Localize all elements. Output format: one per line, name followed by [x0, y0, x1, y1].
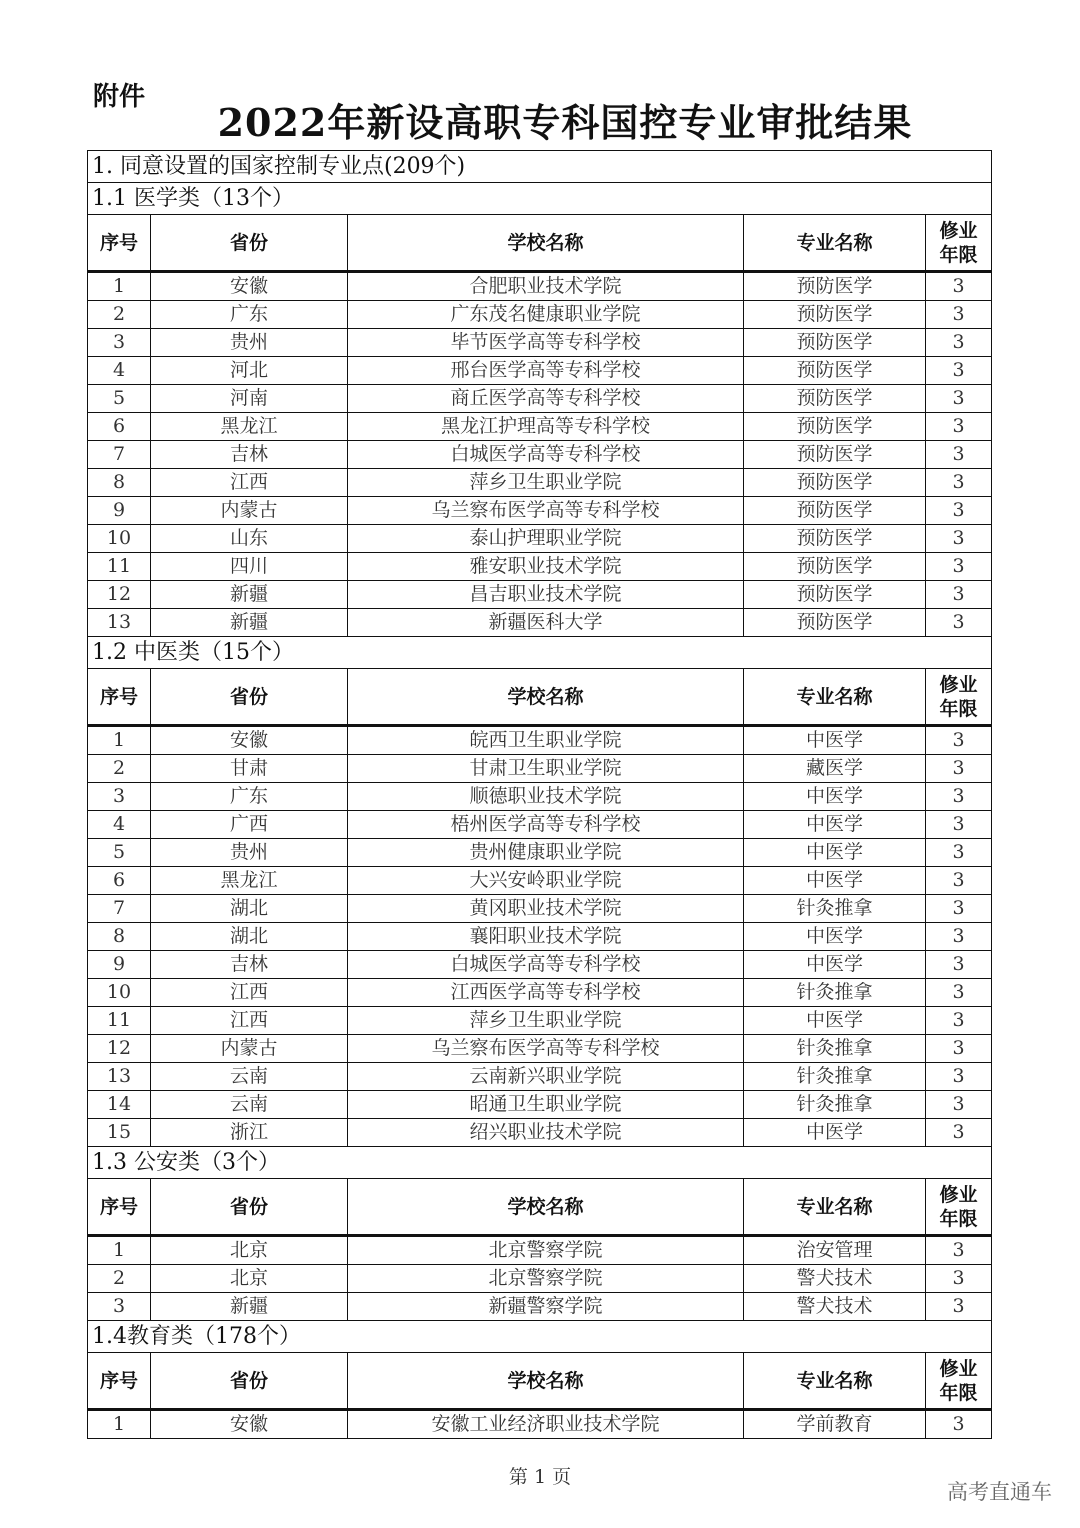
column-header-index: 序号 — [88, 669, 151, 726]
cell-years: 3 — [926, 1265, 992, 1293]
header-row — [88, 1179, 992, 1236]
section-heading: 1.2 中医类（15个） — [88, 637, 992, 669]
table-row — [88, 979, 992, 1007]
cell-province: 黑龙江 — [151, 413, 348, 441]
table-row — [88, 783, 992, 811]
cell-province: 新疆 — [151, 581, 348, 609]
cell-index: 2 — [88, 755, 151, 783]
table-row — [88, 811, 992, 839]
cell-province: 吉林 — [151, 441, 348, 469]
table-row — [88, 581, 992, 609]
cell-major: 预防医学 — [744, 609, 926, 637]
cell-school: 云南新兴职业学院 — [348, 1063, 744, 1091]
cell-major: 中医学 — [744, 867, 926, 895]
table-row — [88, 1236, 992, 1265]
cell-school: 安徽工业经济职业技术学院 — [348, 1410, 744, 1439]
cell-years: 3 — [926, 726, 992, 755]
cell-major: 中医学 — [744, 811, 926, 839]
cell-years: 3 — [926, 755, 992, 783]
cell-index: 9 — [88, 497, 151, 525]
cell-years: 3 — [926, 553, 992, 581]
cell-years: 3 — [926, 329, 992, 357]
cell-school: 白城医学高等专科学校 — [348, 951, 744, 979]
watermark: 高考直通车 — [947, 1480, 1052, 1504]
table-row — [88, 272, 992, 301]
column-header-years: 修业 年限 — [926, 215, 992, 272]
table-row — [88, 867, 992, 895]
cell-index: 15 — [88, 1119, 151, 1147]
cell-index: 2 — [88, 1265, 151, 1293]
column-header-school: 学校名称 — [348, 1353, 744, 1410]
cell-major: 预防医学 — [744, 553, 926, 581]
cell-years: 3 — [926, 357, 992, 385]
table-row — [88, 1063, 992, 1091]
cell-years: 3 — [926, 783, 992, 811]
header-row — [88, 215, 992, 272]
cell-index: 12 — [88, 1035, 151, 1063]
cell-province: 云南 — [151, 1091, 348, 1119]
cell-school: 雅安职业技术学院 — [348, 553, 744, 581]
table-row — [88, 755, 992, 783]
attachment-label: 附件 — [93, 82, 146, 112]
cell-province: 北京 — [151, 1265, 348, 1293]
cell-province: 广西 — [151, 811, 348, 839]
cell-years: 3 — [926, 979, 992, 1007]
cell-province: 吉林 — [151, 951, 348, 979]
cell-index: 13 — [88, 609, 151, 637]
cell-school: 黄冈职业技术学院 — [348, 895, 744, 923]
cell-index: 4 — [88, 811, 151, 839]
cell-school: 襄阳职业技术学院 — [348, 923, 744, 951]
header-row — [88, 1353, 992, 1410]
section-heading: 1.1 医学类（13个） — [88, 183, 992, 215]
cell-major: 预防医学 — [744, 441, 926, 469]
cell-school: 昭通卫生职业学院 — [348, 1091, 744, 1119]
cell-province: 安徽 — [151, 1410, 348, 1439]
cell-school: 毕节医学高等专科学校 — [348, 329, 744, 357]
column-header-index: 序号 — [88, 215, 151, 272]
cell-province: 黑龙江 — [151, 867, 348, 895]
cell-major: 预防医学 — [744, 329, 926, 357]
table-row — [88, 1293, 992, 1321]
cell-school: 贵州健康职业学院 — [348, 839, 744, 867]
cell-years: 3 — [926, 1119, 992, 1147]
cell-years: 3 — [926, 1410, 992, 1439]
cell-years: 3 — [926, 1007, 992, 1035]
cell-years: 3 — [926, 895, 992, 923]
cell-years: 3 — [926, 1063, 992, 1091]
cell-index: 7 — [88, 895, 151, 923]
cell-province: 内蒙古 — [151, 497, 348, 525]
table-row — [88, 525, 992, 553]
cell-major: 中医学 — [744, 1119, 926, 1147]
cell-school: 黑龙江护理高等专科学校 — [348, 413, 744, 441]
cell-major: 针灸推拿 — [744, 1063, 926, 1091]
table-row — [88, 726, 992, 755]
cell-major: 警犬技术 — [744, 1265, 926, 1293]
cell-major: 治安管理 — [744, 1236, 926, 1265]
cell-major: 藏医学 — [744, 755, 926, 783]
cell-school: 江西医学高等专科学校 — [348, 979, 744, 1007]
cell-years: 3 — [926, 1236, 992, 1265]
cell-index: 8 — [88, 469, 151, 497]
cell-years: 3 — [926, 923, 992, 951]
cell-school: 昌吉职业技术学院 — [348, 581, 744, 609]
cell-school: 梧州医学高等专科学校 — [348, 811, 744, 839]
cell-index: 3 — [88, 329, 151, 357]
header-row — [88, 669, 992, 726]
table-row — [88, 1265, 992, 1293]
column-header-major: 专业名称 — [744, 215, 926, 272]
cell-school: 萍乡卫生职业学院 — [348, 469, 744, 497]
cell-school: 白城医学高等专科学校 — [348, 441, 744, 469]
cell-index: 5 — [88, 385, 151, 413]
cell-major: 中医学 — [744, 783, 926, 811]
cell-index: 1 — [88, 272, 151, 301]
cell-years: 3 — [926, 867, 992, 895]
cell-school: 皖西卫生职业学院 — [348, 726, 744, 755]
cell-major: 针灸推拿 — [744, 979, 926, 1007]
section-heading: 1.4教育类（178个） — [88, 1321, 992, 1353]
cell-province: 广东 — [151, 301, 348, 329]
cell-index: 11 — [88, 1007, 151, 1035]
cell-years: 3 — [926, 469, 992, 497]
cell-index: 7 — [88, 441, 151, 469]
cell-years: 3 — [926, 497, 992, 525]
cell-school: 顺德职业技术学院 — [348, 783, 744, 811]
cell-major: 预防医学 — [744, 581, 926, 609]
cell-years: 3 — [926, 951, 992, 979]
table-row — [88, 923, 992, 951]
column-header-years: 修业 年限 — [926, 1179, 992, 1236]
cell-province: 贵州 — [151, 329, 348, 357]
cell-major: 预防医学 — [744, 357, 926, 385]
column-header-index: 序号 — [88, 1179, 151, 1236]
cell-province: 云南 — [151, 1063, 348, 1091]
cell-index: 9 — [88, 951, 151, 979]
cell-years: 3 — [926, 609, 992, 637]
cell-index: 10 — [88, 979, 151, 1007]
table-row — [88, 385, 992, 413]
column-header-province: 省份 — [151, 1179, 348, 1236]
cell-major: 中医学 — [744, 1007, 926, 1035]
cell-major: 中医学 — [744, 839, 926, 867]
cell-index: 5 — [88, 839, 151, 867]
cell-years: 3 — [926, 811, 992, 839]
cell-major: 预防医学 — [744, 385, 926, 413]
column-header-major: 专业名称 — [744, 1179, 926, 1236]
table-row — [88, 497, 992, 525]
cell-index: 3 — [88, 783, 151, 811]
cell-province: 四川 — [151, 553, 348, 581]
column-header-school: 学校名称 — [348, 1179, 744, 1236]
cell-province: 江西 — [151, 1007, 348, 1035]
cell-major: 针灸推拿 — [744, 895, 926, 923]
table-row — [88, 329, 992, 357]
column-header-major: 专业名称 — [744, 1353, 926, 1410]
table-row — [88, 413, 992, 441]
cell-years: 3 — [926, 1091, 992, 1119]
cell-major: 针灸推拿 — [744, 1091, 926, 1119]
cell-index: 11 — [88, 553, 151, 581]
cell-province: 湖北 — [151, 923, 348, 951]
cell-major: 中医学 — [744, 923, 926, 951]
cell-province: 山东 — [151, 525, 348, 553]
cell-years: 3 — [926, 441, 992, 469]
cell-school: 萍乡卫生职业学院 — [348, 1007, 744, 1035]
cell-index: 3 — [88, 1293, 151, 1321]
cell-province: 浙江 — [151, 1119, 348, 1147]
approval-table — [87, 150, 992, 1439]
cell-index: 14 — [88, 1091, 151, 1119]
table-row — [88, 1007, 992, 1035]
cell-major: 预防医学 — [744, 525, 926, 553]
cell-years: 3 — [926, 301, 992, 329]
table-row — [88, 301, 992, 329]
cell-school: 北京警察学院 — [348, 1265, 744, 1293]
cell-school: 乌兰察布医学高等专科学校 — [348, 497, 744, 525]
cell-school: 甘肃卫生职业学院 — [348, 755, 744, 783]
cell-index: 1 — [88, 726, 151, 755]
cell-school: 商丘医学高等专科学校 — [348, 385, 744, 413]
cell-major: 针灸推拿 — [744, 1035, 926, 1063]
column-header-index: 序号 — [88, 1353, 151, 1410]
table-row — [88, 1035, 992, 1063]
column-header-province: 省份 — [151, 669, 348, 726]
cell-index: 1 — [88, 1410, 151, 1439]
cell-index: 12 — [88, 581, 151, 609]
cell-years: 3 — [926, 385, 992, 413]
cell-province: 河南 — [151, 385, 348, 413]
cell-years: 3 — [926, 413, 992, 441]
cell-school: 大兴安岭职业学院 — [348, 867, 744, 895]
table-row — [88, 357, 992, 385]
cell-province: 新疆 — [151, 1293, 348, 1321]
cell-school: 邢台医学高等专科学校 — [348, 357, 744, 385]
cell-major: 中医学 — [744, 951, 926, 979]
cell-years: 3 — [926, 1293, 992, 1321]
cell-index: 8 — [88, 923, 151, 951]
cell-school: 北京警察学院 — [348, 1236, 744, 1265]
document-title: 2022年新设高职专科国控专业审批结果 — [217, 100, 913, 145]
cell-school: 新疆医科大学 — [348, 609, 744, 637]
cell-major: 学前教育 — [744, 1410, 926, 1439]
column-header-years: 修业 年限 — [926, 1353, 992, 1410]
cell-province: 江西 — [151, 979, 348, 1007]
cell-index: 6 — [88, 867, 151, 895]
cell-school: 乌兰察布医学高等专科学校 — [348, 1035, 744, 1063]
cell-province: 安徽 — [151, 726, 348, 755]
cell-major: 警犬技术 — [744, 1293, 926, 1321]
cell-major: 中医学 — [744, 726, 926, 755]
cell-province: 江西 — [151, 469, 348, 497]
cell-major: 预防医学 — [744, 469, 926, 497]
cell-years: 3 — [926, 272, 992, 301]
table-row — [88, 469, 992, 497]
cell-province: 广东 — [151, 783, 348, 811]
cell-major: 预防医学 — [744, 497, 926, 525]
cell-province: 湖北 — [151, 895, 348, 923]
cell-index: 13 — [88, 1063, 151, 1091]
cell-years: 3 — [926, 525, 992, 553]
table-row — [88, 951, 992, 979]
column-header-province: 省份 — [151, 1353, 348, 1410]
cell-years: 3 — [926, 1035, 992, 1063]
cell-index: 6 — [88, 413, 151, 441]
cell-years: 3 — [926, 581, 992, 609]
cell-province: 北京 — [151, 1236, 348, 1265]
cell-province: 贵州 — [151, 839, 348, 867]
cell-school: 合肥职业技术学院 — [348, 272, 744, 301]
cell-major: 预防医学 — [744, 272, 926, 301]
table-row — [88, 895, 992, 923]
table-row — [88, 1091, 992, 1119]
cell-index: 1 — [88, 1236, 151, 1265]
cell-school: 泰山护理职业学院 — [348, 525, 744, 553]
table-row — [88, 553, 992, 581]
cell-major: 预防医学 — [744, 301, 926, 329]
cell-province: 新疆 — [151, 609, 348, 637]
column-header-province: 省份 — [151, 215, 348, 272]
main-heading: 1. 同意设置的国家控制专业点(209个) — [88, 151, 992, 183]
section-heading: 1.3 公安类（3个） — [88, 1147, 992, 1179]
column-header-major: 专业名称 — [744, 669, 926, 726]
cell-years: 3 — [926, 839, 992, 867]
cell-school: 新疆警察学院 — [348, 1293, 744, 1321]
page-number: 第 1 页 — [508, 1466, 572, 1488]
table-row — [88, 441, 992, 469]
column-header-school: 学校名称 — [348, 215, 744, 272]
cell-province: 河北 — [151, 357, 348, 385]
table-row — [88, 1119, 992, 1147]
cell-province: 内蒙古 — [151, 1035, 348, 1063]
cell-major: 预防医学 — [744, 413, 926, 441]
cell-province: 甘肃 — [151, 755, 348, 783]
table-row — [88, 1410, 992, 1439]
cell-school: 绍兴职业技术学院 — [348, 1119, 744, 1147]
table-row — [88, 609, 992, 637]
column-header-school: 学校名称 — [348, 669, 744, 726]
table-row — [88, 839, 992, 867]
cell-index: 10 — [88, 525, 151, 553]
cell-province: 安徽 — [151, 272, 348, 301]
cell-index: 4 — [88, 357, 151, 385]
cell-index: 2 — [88, 301, 151, 329]
column-header-years: 修业 年限 — [926, 669, 992, 726]
cell-school: 广东茂名健康职业学院 — [348, 301, 744, 329]
